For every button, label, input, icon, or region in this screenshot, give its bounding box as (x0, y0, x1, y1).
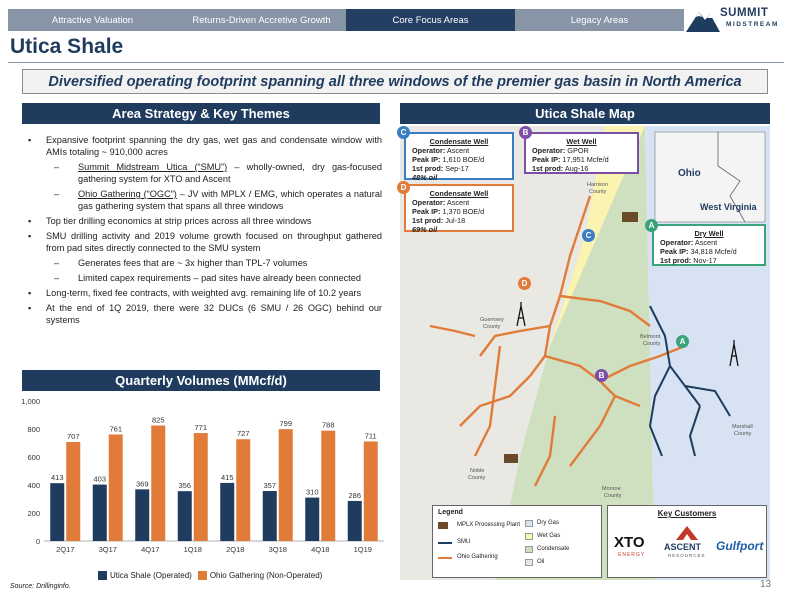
title-divider (8, 62, 784, 63)
legend-ogc-line (438, 557, 452, 559)
callout-b-ip-label: Peak IP: (532, 155, 561, 164)
callout-a-prod: Nov-17 (693, 256, 717, 265)
section-nav (8, 9, 684, 31)
nav-tab-attractive-valuation[interactable]: Attractive Valuation (51, 14, 134, 26)
sub-bullet-ogc (46, 188, 382, 212)
callout-b-title: Wet Well (566, 137, 597, 146)
x-tick-label: 4Q17 (141, 545, 160, 554)
bar-value-label: 356 (178, 481, 192, 491)
page-number: 13 (760, 579, 772, 590)
source-note: Source: Drillinginfo. (10, 583, 71, 590)
y-tick-label: 0 (35, 537, 40, 546)
bar-value-label: 286 (348, 490, 362, 500)
bar-value-label: 403 (93, 474, 107, 484)
x-tick-label: 2Q18 (226, 545, 245, 554)
bar-value-label: 415 (220, 472, 234, 482)
bar-ohio (321, 431, 335, 541)
svg-text:Belmont: Belmont (640, 334, 661, 340)
map-heading: Utica Shale Map (400, 103, 770, 124)
svg-text:County: County (604, 493, 622, 499)
bar-ohio (279, 429, 293, 541)
callout-c-ip: 1,610 BOE/d (442, 155, 485, 164)
map-legend-title: Legend (438, 509, 463, 516)
bar-ohio (66, 442, 80, 541)
bar-utica (93, 485, 107, 541)
callout-d-prod-label: 1st prod: (412, 216, 444, 225)
bar-utica (263, 491, 277, 541)
map-marker-a[interactable]: A (676, 335, 689, 348)
bar-value-label: 727 (236, 429, 250, 439)
smu-label: Summit Midstream Utica (“SMU”) (78, 162, 228, 172)
x-tick-label: 1Q18 (183, 545, 202, 554)
badge-c: C (397, 126, 410, 139)
callout-a (652, 224, 766, 266)
bar-ohio (236, 439, 250, 541)
legend-utica (98, 571, 192, 580)
summit-midstream-logo (686, 4, 784, 34)
callout-c-prod-label: 1st prod: (412, 164, 444, 173)
bar-value-label: 357 (263, 481, 277, 491)
sub-bullet-fees: – Generates fees that are ~ 3x higher than TPL-7 volumes (46, 257, 382, 269)
bar-utica (220, 483, 234, 541)
bullet-economics: ▪ Top tier drilling economics at strip prices across all three windows (22, 215, 382, 227)
strategy-bullets (22, 134, 382, 329)
badge-a: A (645, 219, 658, 232)
legend-cond-swatch (525, 546, 533, 553)
bar-value-label: 761 (109, 424, 123, 434)
gulfport-logo: Gulfport (716, 539, 764, 553)
callout-a-prod-label: 1st prod: (660, 256, 692, 265)
callout-d-title: Condensate Well (429, 189, 489, 198)
ascent-logo-icon (676, 526, 698, 540)
bullet-contracts: ▪ Long-term, fixed fee contracts, with weighted avg. remaining life of 10.2 years (22, 287, 382, 299)
callout-d (404, 184, 514, 232)
callout-c (404, 132, 514, 180)
chart-legend (98, 571, 322, 580)
y-tick-label: 200 (27, 509, 40, 518)
processing-plant-icon (622, 212, 638, 222)
callout-a-ip-label: Peak IP: (660, 247, 689, 256)
legend-swatch-utica (98, 571, 107, 580)
xto-logo: XTO (614, 534, 645, 551)
svg-text:County: County (468, 475, 486, 481)
nav-tab-legacy-areas[interactable]: Legacy Areas (570, 14, 629, 26)
legend-plant-label: MPLX Processing Plant (457, 522, 521, 528)
callout-b-ip: 17,951 Mcfe/d (562, 155, 609, 164)
bar-ohio (151, 426, 165, 542)
callout-a-op: Ascent (694, 238, 718, 247)
bar-value-label: 788 (321, 420, 335, 430)
ohio-state-label: Ohio (678, 168, 701, 179)
bar-value-label: 369 (135, 479, 149, 489)
x-tick-label: 1Q19 (353, 545, 372, 554)
legend-cond-label: Condensate (537, 546, 570, 552)
callout-a-op-label: Operator: (660, 238, 694, 247)
legend-dry-swatch (525, 520, 533, 527)
map-marker-c[interactable]: C (582, 229, 595, 242)
smu-desc: – wholly-owned, dry gas-focused gathering system for XTO and Ascent (78, 162, 382, 184)
ascent-logo: ASCENT (664, 542, 702, 552)
strategy-heading: Area Strategy & Key Themes (22, 103, 380, 124)
x-tick-label: 2Q17 (56, 545, 75, 554)
legend-swatch-ohio (198, 571, 207, 580)
legend-wet-swatch (525, 533, 533, 540)
sub-bullet-smu (46, 161, 382, 185)
bar-value-label: 711 (364, 431, 377, 441)
bar-utica (348, 501, 362, 541)
callout-d-prod: Jul-18 (445, 216, 466, 225)
logo-text-bottom: MIDSTREAM (726, 21, 779, 28)
ogc-desc: – JV with MPLX / EMG, which operates a natural gas gathering system that spans all three windows (78, 189, 382, 211)
svg-text:County: County (483, 324, 501, 330)
wv-state-label: West Virginia (700, 202, 757, 212)
bar-ohio (364, 441, 378, 541)
callout-c-op-label: Operator: (412, 146, 446, 155)
callout-a-ip: 34,818 Mcfe/d (690, 247, 737, 256)
nav-tab-returns-driven-growth[interactable]: Returns-Driven Accretive Growth (192, 14, 331, 26)
legend-smu-label: SMU (457, 539, 471, 545)
badge-b: B (519, 126, 532, 139)
bar-utica (305, 498, 319, 541)
x-tick-label: 3Q18 (268, 545, 287, 554)
map-marker-d[interactable]: D (518, 277, 531, 290)
legend-wet-label: Wet Gas (537, 533, 561, 539)
svg-text:County: County (643, 341, 661, 347)
ogc-label: Ohio Gathering (“OGC”) (78, 189, 177, 199)
bullet-drilling: ▪ SMU drilling activity and 2019 volume growth focused on throughput gathered from pad sites directly connected to the SMU system (22, 230, 382, 254)
bar-value-label: 771 (194, 423, 208, 433)
legend-oil-label: Oil (537, 559, 545, 565)
y-tick-label: 800 (27, 425, 40, 434)
callout-d-op-label: Operator: (412, 198, 446, 207)
bar-utica (50, 483, 64, 541)
callout-c-prod: Sep-17 (445, 164, 469, 173)
map-marker-b[interactable]: B (595, 369, 608, 382)
svg-text:County: County (589, 189, 607, 195)
bar-value-label: 825 (151, 415, 165, 425)
legend-dry-label: Dry Gas (537, 520, 560, 526)
bar-value-label: 413 (50, 473, 64, 483)
volumes-heading: Quarterly Volumes (MMcf/d) (22, 370, 380, 391)
legend-utica-label: Utica Shale (Operated) (110, 571, 192, 580)
legend-smu-line (438, 542, 452, 544)
map-legend (432, 505, 602, 578)
legend-plant-icon (438, 522, 448, 529)
logo-text-top: SUMMIT (720, 7, 769, 19)
mountain-logo-icon (686, 6, 720, 32)
quarterly-volumes-chart (10, 391, 388, 571)
callout-c-oil: 48% oil (412, 173, 438, 182)
callout-c-title: Condensate Well (429, 137, 489, 146)
bullet-ducs: ▪ At the end of 1Q 2019, there were 32 DUCs (6 SMU / 26 OGC) behind our systems (22, 302, 382, 326)
svg-text:Harrison: Harrison (587, 182, 608, 188)
callout-b-prod-label: 1st prod: (532, 164, 564, 173)
bar-utica (135, 489, 149, 541)
bar-value-label: 707 (66, 432, 80, 442)
bar-ohio (109, 434, 123, 541)
callout-b-prod: Aug-16 (564, 164, 589, 173)
svg-text:County: County (734, 431, 752, 437)
xto-subtext: ENERGY (618, 552, 646, 558)
callout-b-op: GPOR (567, 146, 589, 155)
y-tick-label: 600 (27, 453, 40, 462)
y-tick-label: 400 (27, 481, 40, 490)
callout-c-op: Ascent (446, 146, 470, 155)
legend-oil-swatch (525, 559, 533, 566)
svg-text:Monroe: Monroe (602, 486, 621, 492)
callout-d-ip-label: Peak IP: (412, 207, 441, 216)
page-title: Utica Shale (10, 35, 124, 58)
legend-ohio (198, 571, 323, 580)
bar-ohio (194, 433, 208, 541)
callout-c-ip-label: Peak IP: (412, 155, 441, 164)
bar-utica (178, 491, 192, 541)
key-customers-title: Key Customers (657, 509, 717, 518)
callout-b-op-label: Operator: (532, 146, 566, 155)
callout-a-title: Dry Well (694, 229, 724, 238)
y-tick-label: 1,000 (21, 397, 40, 406)
callout-d-op: Ascent (446, 198, 470, 207)
x-tick-label: 3Q17 (98, 545, 117, 554)
processing-plant-icon-2 (504, 454, 518, 463)
svg-text:Noble: Noble (470, 468, 485, 474)
callout-d-oil: 69% oil (412, 225, 438, 234)
headline-banner: Diversified operating footprint spanning all three windows of the premier gas basin in North America (22, 69, 768, 94)
bullet-footprint: ▪ Expansive footprint spanning the dry gas, wet gas and condensate window with AMIs totaling ~ 910,000 acres (22, 134, 382, 158)
bar-value-label: 799 (279, 419, 293, 429)
key-customers (607, 505, 767, 578)
svg-text:Marshall: Marshall (732, 424, 753, 430)
ascent-subtext: RESOURCES (668, 553, 706, 558)
legend-ogc-label: Ohio Gathering (457, 554, 498, 560)
svg-text:Guernsey: Guernsey (480, 317, 504, 323)
x-tick-label: 4Q18 (311, 545, 330, 554)
badge-d: D (397, 181, 410, 194)
callout-d-ip: 1,370 BOE/d (442, 207, 485, 216)
sub-bullet-capex: – Limited capex requirements – pad sites have already been connected (46, 272, 382, 284)
bar-value-label: 310 (305, 487, 319, 497)
legend-ohio-label: Ohio Gathering (Non-Operated) (209, 571, 323, 580)
nav-tab-core-focus-areas[interactable]: Core Focus Areas (346, 9, 515, 31)
callout-b (524, 132, 639, 174)
